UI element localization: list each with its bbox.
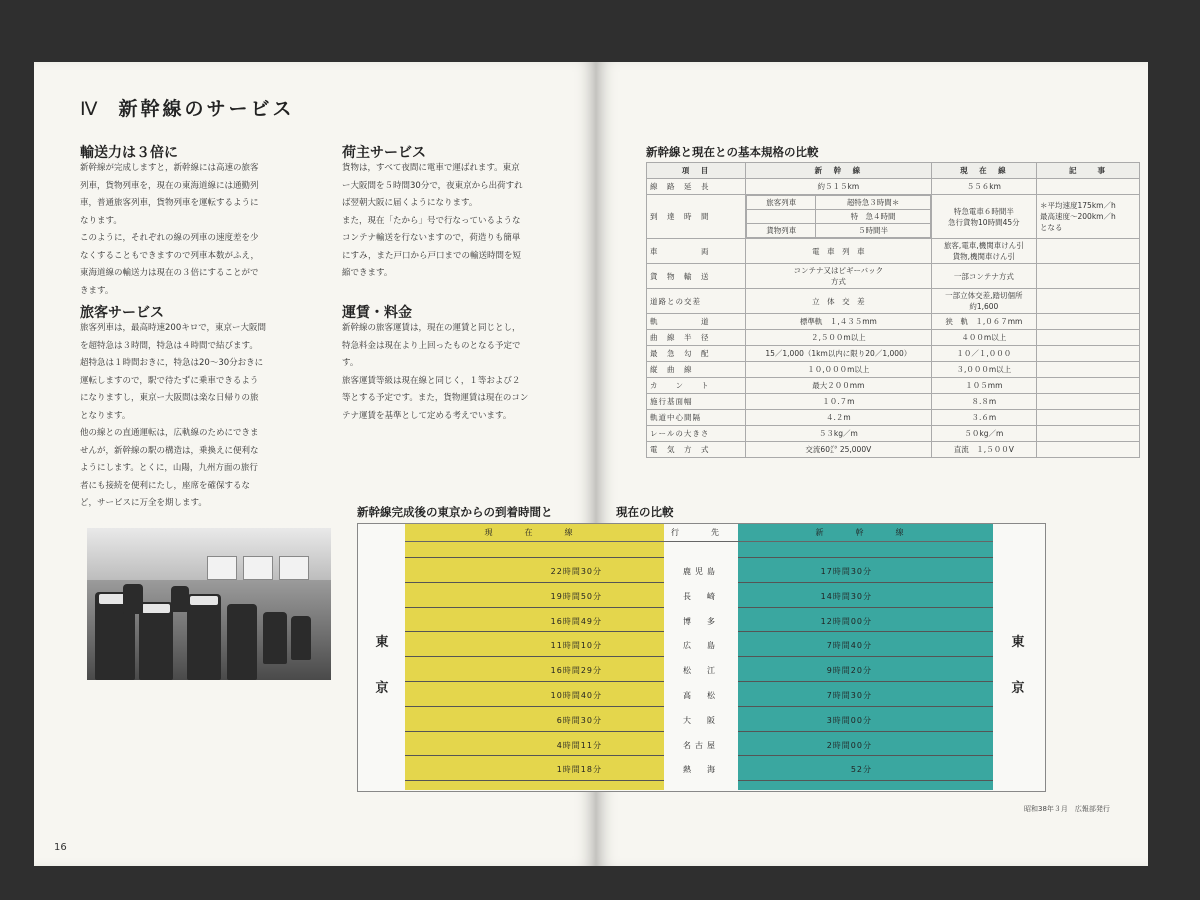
row-divider <box>738 706 993 707</box>
row-divider <box>405 731 664 732</box>
spec-row <box>647 314 1140 330</box>
spec-current-cell: ３,０００m以上 <box>931 362 1036 378</box>
current-line-time: 16時間49分 <box>550 616 602 626</box>
fare-line: 特急料金は現在より上回ったものとなる予定で <box>342 340 521 351</box>
passenger-line: 旅客列車は，最高時速200キロで，東京ー大阪間 <box>80 323 267 333</box>
shinkansen-time: 9時間20分 <box>826 666 872 676</box>
cargo-paragraph <box>342 160 582 283</box>
passenger-line: せんが，新幹線の駅の構造は，乗換えに便利な <box>80 445 259 456</box>
spec-note-cell <box>1037 289 1140 314</box>
arrival-chart-title: 新幹線完成後の東京からの到着時間と <box>357 505 553 519</box>
spec-subcell: 旅客列車 <box>747 196 816 210</box>
destination-header: 行 先 <box>664 524 738 542</box>
spec-current-cell: ５０kg／m <box>931 426 1036 442</box>
spec-row <box>647 195 1140 239</box>
row-divider <box>738 755 993 756</box>
fare-heading: 運賃・料金 <box>342 305 412 321</box>
row-divider <box>738 731 993 732</box>
destination-label: 大 阪 <box>683 715 719 725</box>
spec-item-label: 軌道中心間隔 <box>647 410 746 426</box>
spec-item-label: 線 路 延 長 <box>647 179 746 195</box>
row-divider <box>405 780 664 781</box>
passenger-line: 超特急は１時間おきに，特急は20～30分おきに <box>80 358 264 368</box>
current-line-time: 6時間30分 <box>556 715 602 725</box>
spec-comparison-table <box>646 162 1140 458</box>
spec-note-cell <box>1037 314 1140 330</box>
spec-item-label: 到 達 時 間 <box>647 195 746 239</box>
spec-table-title: 新幹線と現在との基本規格の比較 <box>646 145 819 159</box>
current-line-time: 16時間29分 <box>550 666 602 676</box>
spec-subcell: 超特急３時間＊ <box>816 196 930 210</box>
spec-note-cell <box>1037 378 1140 394</box>
spec-item-label: 貨 物 輸 送 <box>647 264 746 289</box>
shinkansen-time: 17時間30分 <box>820 567 872 576</box>
row-divider <box>405 557 664 558</box>
spec-row <box>647 179 1140 195</box>
destination-label: 鹿児島 <box>683 567 719 576</box>
spec-shinkansen-cell: コンテナ又はピギーバック 方式 <box>746 264 932 289</box>
spec-row <box>647 330 1140 346</box>
spec-shinkansen-cell: １０.７m <box>746 394 932 410</box>
current-line-time: 22時間30分 <box>550 567 602 576</box>
destination-label: 熱 海 <box>683 765 719 775</box>
spec-row <box>647 426 1140 442</box>
current-line-time: 10時間40分 <box>550 691 602 700</box>
spec-current-cell: 特急電車６時間半 急行貨物10時間45分 <box>931 195 1036 239</box>
spec-note-cell <box>1037 346 1140 362</box>
current-line-time: 11時間10分 <box>550 641 602 651</box>
destination-label: 博 多 <box>683 616 719 626</box>
spec-row <box>647 394 1140 410</box>
spec-row <box>647 239 1140 264</box>
fare-line: 新幹線の旅客運賃は，現在の運賃と同じとし， <box>342 323 521 333</box>
spec-note-cell: ＊平均速度175km／h 最高速度～200km／h となる <box>1037 195 1140 239</box>
row-divider <box>405 631 664 632</box>
row-divider <box>405 656 664 657</box>
spec-shinkansen-cell: 立 体 交 差 <box>746 289 932 314</box>
spec-subcell: 特 急４時間 <box>816 210 930 224</box>
train-interior-photo <box>87 528 331 680</box>
row-divider <box>405 681 664 682</box>
current-line-header: 現 在 線 <box>405 524 664 542</box>
spec-shinkansen-cell: 交流60㌘ 25,000V <box>746 442 932 458</box>
spec-item-label: 施行基面幅 <box>647 394 746 410</box>
spec-item-label: 電 気 方 式 <box>647 442 746 458</box>
spec-row <box>647 264 1140 289</box>
spec-row <box>647 378 1140 394</box>
passenger-line: ようにします。とくに，山陽，九州方面の旅行 <box>80 463 258 473</box>
transport-line: なります。 <box>80 215 122 226</box>
arrival-time-chart <box>357 523 1046 792</box>
destination-label: 広 島 <box>683 641 719 651</box>
shinkansen-header: 新 幹 線 <box>738 524 993 542</box>
spec-shinkansen-cell: ５３kg／m <box>746 426 932 442</box>
spec-header-cell: 新 幹 線 <box>746 163 932 179</box>
spec-note-cell <box>1037 330 1140 346</box>
spec-item-label: 曲 線 半 径 <box>647 330 746 346</box>
shinkansen-time: 7時間40分 <box>826 641 872 651</box>
transport-line: 車，普通旅客列車，貨物列車を運転するように <box>80 198 259 208</box>
spec-note-cell <box>1037 239 1140 264</box>
spec-subcell <box>747 210 816 224</box>
shinkansen-time: 14時間30分 <box>820 591 872 601</box>
transport-line: なくすることもできますので列車本数がふえ， <box>80 250 260 261</box>
cargo-line: また，現在「たから」号で行なっているような <box>342 215 521 226</box>
row-divider <box>738 557 993 558</box>
transport-heading: 輸送力は３倍に <box>80 145 178 161</box>
row-divider <box>738 631 993 632</box>
spec-shinkansen-cell: １０,０００m以上 <box>746 362 932 378</box>
arrival-chart-subtitle: 現在の比較 <box>616 505 674 519</box>
passenger-line: 者にも接続を便利にたし，座席を確保するな <box>80 480 251 491</box>
spec-note-cell <box>1037 410 1140 426</box>
spec-note-marker: ＊ <box>891 198 900 207</box>
spec-shinkansen-cell: 約５１５km <box>746 179 932 195</box>
cargo-line: 縮できます。 <box>342 268 393 278</box>
spec-item-label: 最 急 勾 配 <box>647 346 746 362</box>
spec-row <box>647 346 1140 362</box>
destination-label: 長 崎 <box>683 591 719 601</box>
current-line-time: 1時間18分 <box>556 765 602 775</box>
row-divider <box>738 780 993 781</box>
spec-current-cell: ４００m以上 <box>931 330 1036 346</box>
spec-row <box>647 410 1140 426</box>
spec-note-cell <box>1037 362 1140 378</box>
cargo-line: ー大阪間を５時間30分で，夜東京から出荷すれ <box>342 180 523 191</box>
spec-current-cell: 旅客,電車,機関車けん引 貨物,機関車けん引 <box>931 239 1036 264</box>
passenger-line: ど，サービスに万全を期します。 <box>80 498 207 508</box>
destination-label: 名古屋 <box>683 740 719 750</box>
row-divider <box>405 582 664 583</box>
transport-paragraph <box>80 160 320 300</box>
destination-label: 高 松 <box>683 691 719 700</box>
row-divider <box>738 656 993 657</box>
fare-line: テナ運賃を基準として定める考えでいます。 <box>342 410 512 421</box>
cargo-line: にすみ，また戸口から戸口までの輸送時間を短 <box>342 250 522 261</box>
transport-line: 列車，貨物列車を，現在の東海道線には通勤列 <box>80 180 259 191</box>
colophon: 昭和38年３月 広報部発行 <box>1024 805 1110 813</box>
cargo-line: コンテナ輸送を行ないますので，荷造りも簡単 <box>342 233 521 243</box>
spec-note-cell <box>1037 426 1140 442</box>
spec-item-label: レールの大きさ <box>647 426 746 442</box>
fare-line: 旅客運賃等級は現在線と同じく，１等および２ <box>342 375 521 386</box>
transport-line: 東海道線の輸送力は現在の３倍にすることがで <box>80 268 259 278</box>
spec-current-cell: １０５mm <box>931 378 1036 394</box>
spec-subcell: ５時間半 <box>816 224 930 238</box>
spec-shinkansen-cell: 標準軌 １,４３５mm <box>746 314 932 330</box>
passenger-heading: 旅客サービス <box>80 305 164 321</box>
spec-note-cell <box>1037 264 1140 289</box>
spec-row <box>647 362 1140 378</box>
fare-line: 等とする予定です。また，貨物運賃は現在のコン <box>342 393 529 403</box>
fare-line: す。 <box>342 358 359 368</box>
page-number: 16 <box>54 842 67 853</box>
transport-line: きます。 <box>80 285 114 296</box>
spec-shinkansen-cell: 最大２００mm <box>746 378 932 394</box>
spec-header-cell: 項 目 <box>647 163 746 179</box>
fare-paragraph <box>342 320 582 425</box>
cargo-line: ば翌朝大阪に届くようになります。 <box>342 198 478 208</box>
passenger-paragraph <box>80 320 320 513</box>
spec-row <box>647 289 1140 314</box>
origin-label-right: 東京 <box>1011 635 1025 696</box>
spec-current-cell: ５５６km <box>931 179 1036 195</box>
shinkansen-time: 52分 <box>850 765 872 775</box>
shinkansen-time: 2時間00分 <box>826 740 872 750</box>
shinkansen-time: 12時間00分 <box>820 616 872 626</box>
spec-shinkansen-cell: 15／1,000（1km以内に限り20／1,000） <box>746 346 932 362</box>
passenger-line: となります。 <box>80 410 131 421</box>
spec-shinkansen-cell <box>746 195 932 239</box>
row-divider <box>405 706 664 707</box>
passenger-line: 他の線との直通運転は，広軌線のためにできま <box>80 428 259 438</box>
spec-row <box>647 442 1140 458</box>
spec-item-label: 軌 道 <box>647 314 746 330</box>
passenger-line: を超特急は３時間，特急は４時間で結びます。 <box>80 340 258 351</box>
transport-line: 新幹線が完成しますと，新幹線には高速の旅客 <box>80 163 259 173</box>
transport-line: このように，それぞれの線の列車の速度差を少 <box>80 233 259 243</box>
row-divider <box>738 681 993 682</box>
row-divider <box>405 607 664 608</box>
origin-label-left: 東京 <box>375 635 389 696</box>
current-line-time: 4時間11分 <box>556 740 602 750</box>
spec-item-label: カ ン ト <box>647 378 746 394</box>
passenger-line: 運転しますので，駅で待たずに乗車できるよう <box>80 375 259 386</box>
spec-header-cell: 記 事 <box>1037 163 1140 179</box>
spec-item-label: 縦 曲 線 <box>647 362 746 378</box>
section-title: Ⅳ 新幹線のサービス <box>80 98 295 120</box>
spec-header-cell: 現 在 線 <box>931 163 1036 179</box>
spec-current-cell: １０／１,０００ <box>931 346 1036 362</box>
spec-item-label: 車 両 <box>647 239 746 264</box>
spec-current-cell: 狭 軌 １,０６７mm <box>931 314 1036 330</box>
spec-item-label: 道路との交差 <box>647 289 746 314</box>
spec-current-cell: ８.８m <box>931 394 1036 410</box>
spec-shinkansen-cell: ２,５００m以上 <box>746 330 932 346</box>
destination-label: 松 江 <box>683 666 719 676</box>
spec-note-cell <box>1037 179 1140 195</box>
spec-current-cell: 一部コンテナ方式 <box>931 264 1036 289</box>
current-line-time: 19時間50分 <box>550 591 602 601</box>
spec-current-cell: ３.６m <box>931 410 1036 426</box>
passenger-line: になりますし，東京ー大阪間は楽な日帰りの旅 <box>80 393 259 403</box>
spec-subcell: 貨物列車 <box>747 224 816 238</box>
shinkansen-time: 3時間00分 <box>826 715 872 725</box>
row-divider <box>738 607 993 608</box>
shinkansen-time: 7時間30分 <box>826 691 872 700</box>
cargo-heading: 荷主サービス <box>342 145 426 161</box>
spec-current-cell: 一部立体交差,踏切個所 約1,600 <box>931 289 1036 314</box>
spec-shinkansen-cell: 電 車 列 車 <box>746 239 932 264</box>
row-divider <box>405 755 664 756</box>
spec-shinkansen-cell: ４.２m <box>746 410 932 426</box>
spec-note-cell <box>1037 394 1140 410</box>
row-divider <box>738 582 993 583</box>
spec-note-cell <box>1037 442 1140 458</box>
cargo-line: 貨物は，すべて夜間に電車で運ばれます。東京 <box>342 163 520 173</box>
spec-current-cell: 直流 １,５００V <box>931 442 1036 458</box>
